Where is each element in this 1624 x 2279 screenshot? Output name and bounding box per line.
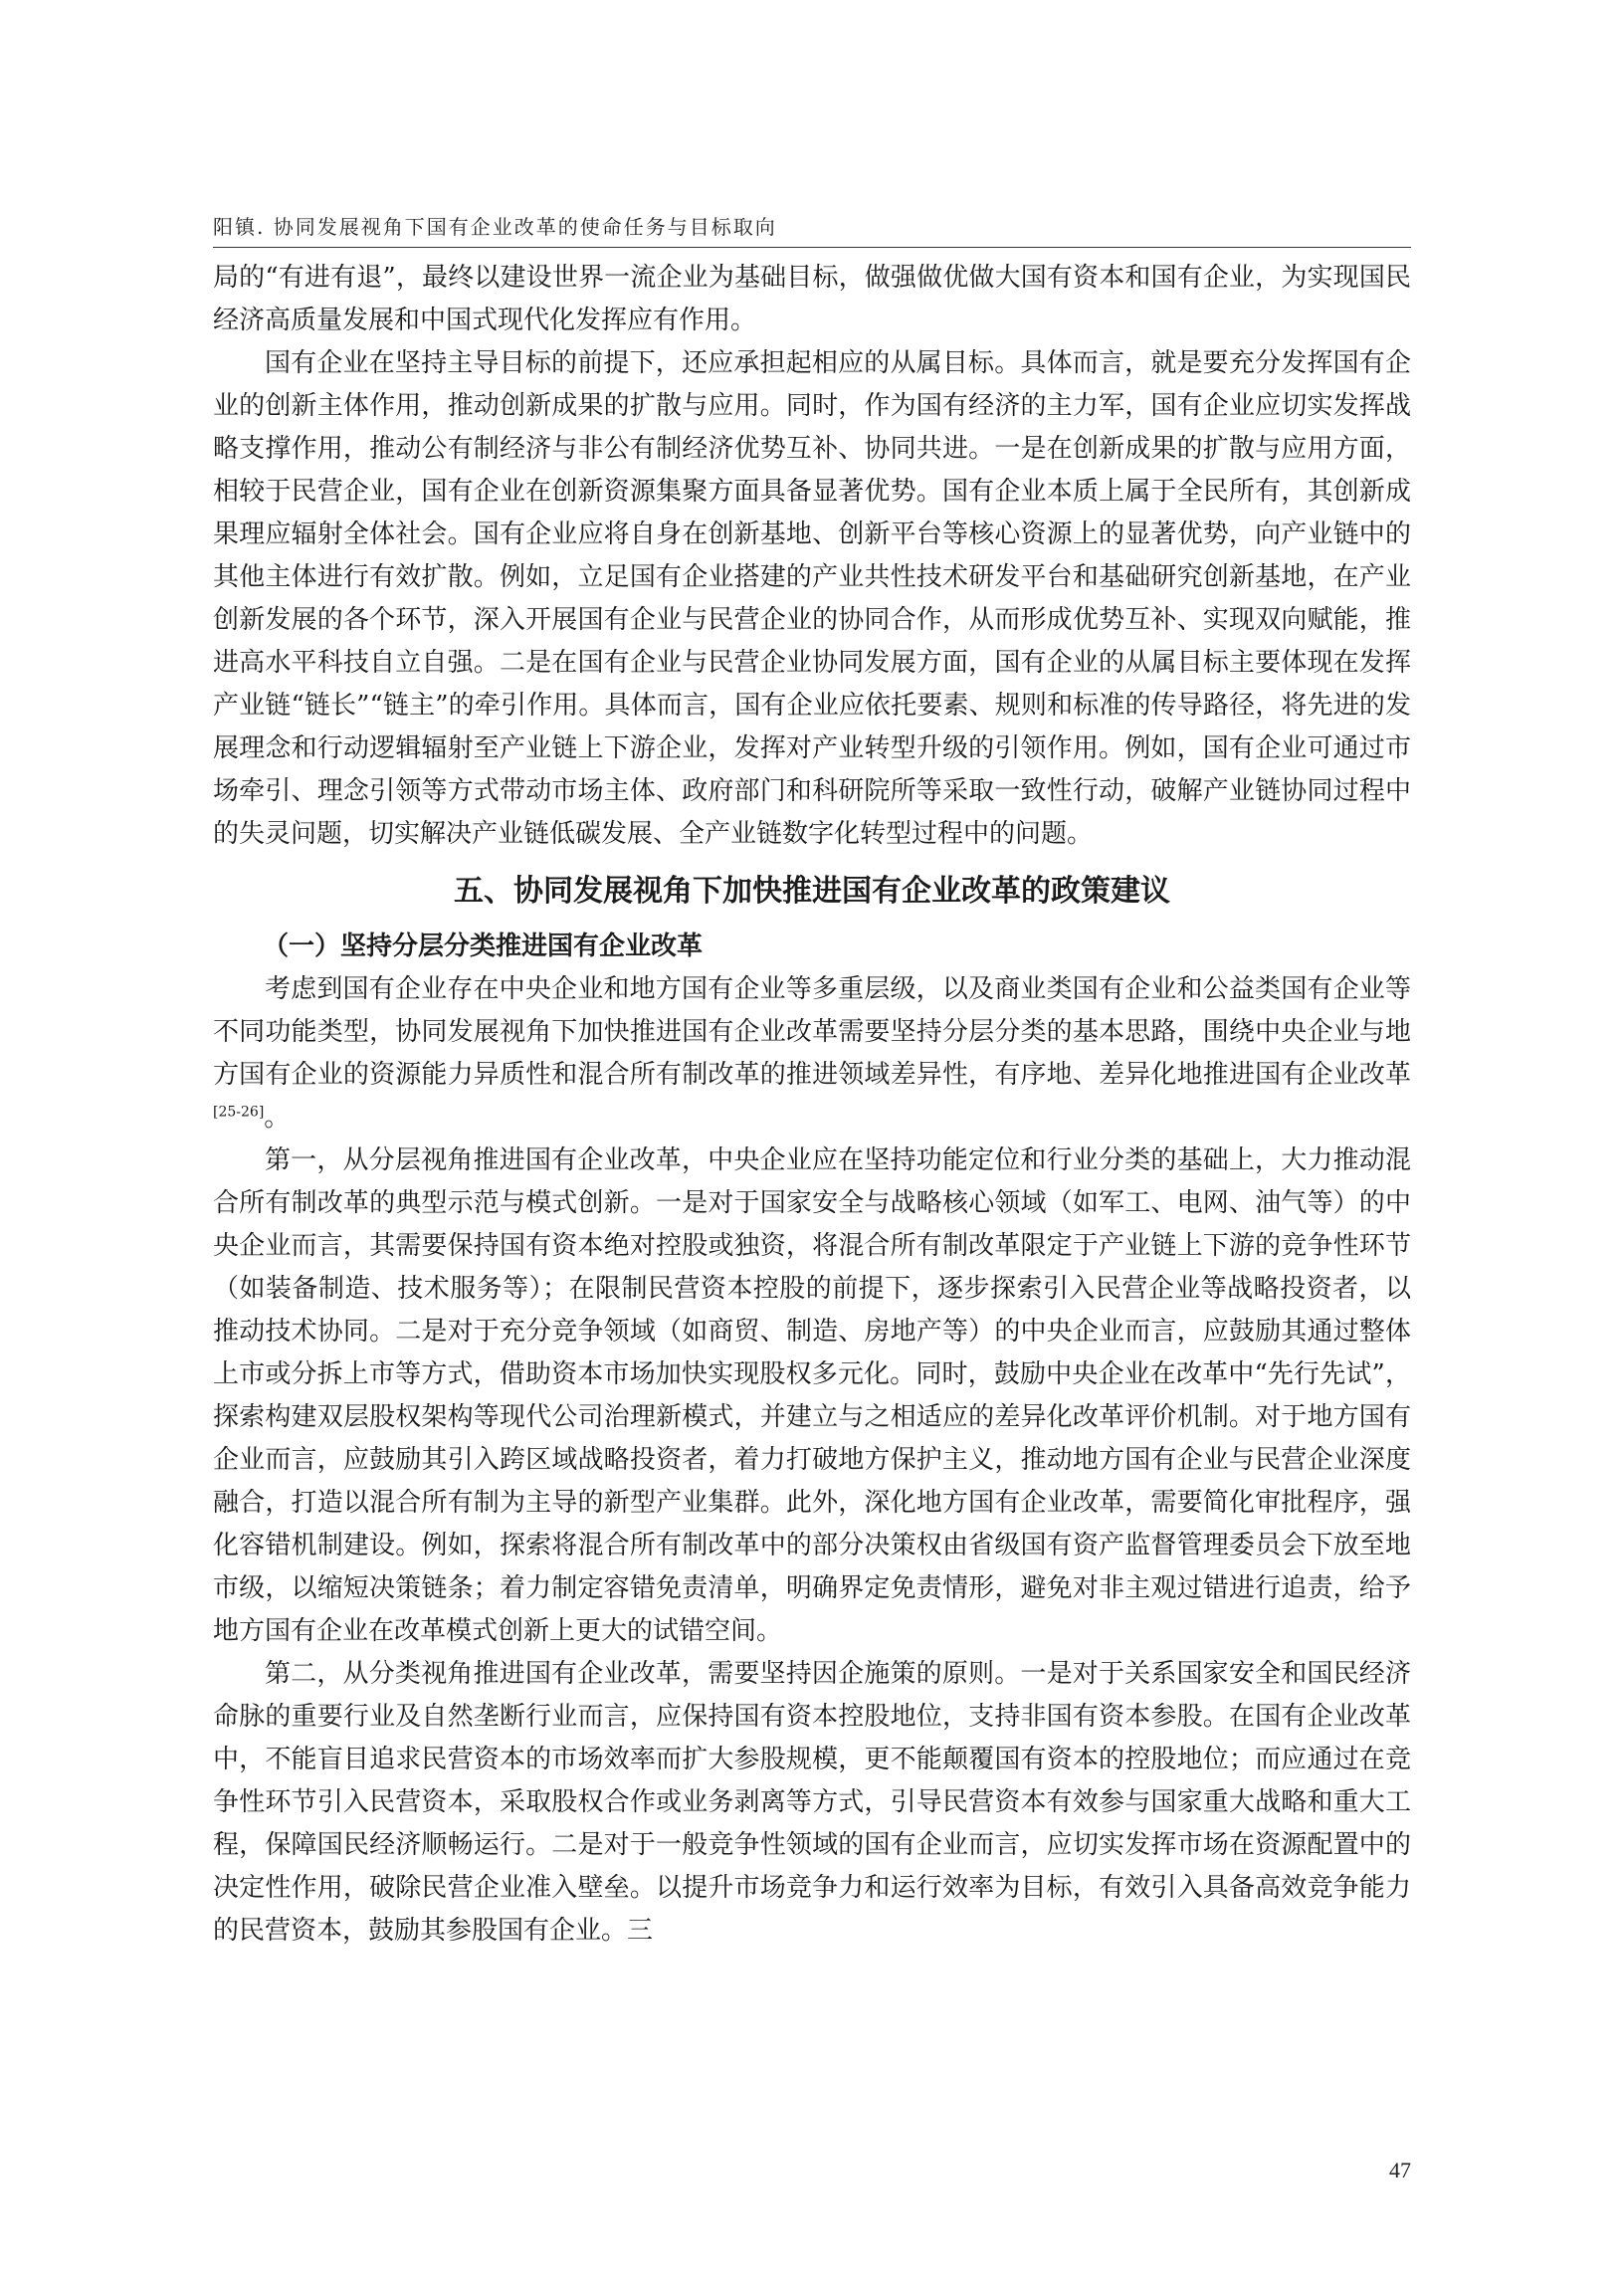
running-header: 阳镇. 协同发展视角下国有企业改革的使命任务与目标取向 [213,215,777,239]
page-number: 47 [1389,2158,1411,2182]
paragraph-intro [213,968,1411,1140]
paragraph-continued: 局的“有进有退”，最终以建设世界一流企业为基础目标，做强做优做大国有资本和国有企业，为实现国民经济高质量发展和中国式现代化发挥应有作用。 [213,263,1411,335]
section-heading: 五、协同发展视角下加快推进国有企业改革的政策建议 [454,874,1170,909]
paragraph-intro-end: 。 [264,1103,291,1133]
subsection-heading: （一）坚持分层分类推进国有企业改革 [263,932,704,961]
citation-marker: [25-26] [213,1104,265,1121]
paragraph-intro-text: 考虑到国有企业存在中央企业和地方国有企业等多重层级，以及商业类国有企业和公益类国有企业等不同功能类型，协同发展视角下加快推进国有企业改革需要坚持分层分类的基本思路，围绕中央企业与地方国有企业的资源能力异质性和混合所有制改革的推进领域差异性，有序地、差异化地推进国有企业改革 [213,974,1411,1090]
header-rule [213,247,1411,248]
article-body [213,257,1411,1953]
paragraph-classified-reform: 第二，从分类视角推进国有企业改革，需要坚持因企施策的原则。一是对于关系国家安全和国民经济命脉的重要行业及自然垄断行业而言，应保持国有资本控股地位，支持非国有资本参股。在国有企业改革中，不能盲目追求民营资本的市场效率而扩大参股规模，更不能颠覆国有资本的控股地位；而应通过在竞争性环节引入民营资本，采取股权合作或业务剥离等方式，引导民营资本有效参与国家重大战略和重大工程，保障国民经济顺畅运行。二是对于一般竞争性领域的国有企业而言，应切实发挥市场在资源配置中的决定性作用，破除民营企业准入壁垒。以提升市场竞争力和运行效率为目标，有效引入具备高效竞争能力的民营资本，鼓励其参股国有企业。三 [213,1659,1411,1946]
paragraph-layered-reform: 第一，从分层视角推进国有企业改革，中央企业应在坚持功能定位和行业分类的基础上，大力推动混合所有制改革的典型示范与模式创新。一是对于国家安全与战略核心领域（如军工、电网、油气等）的中央企业而言，其需要保持国有资本绝对控股或独资，将混合所有制改革限定于产业链上下游的竞争性环节（如装备制造、技术服务等）；在限制民营资本控股的前提下，逐步探索引入民营企业等战略投资者，以推动技术协同。二是对于充分竞争领域（如商贸、制造、房地产等）的中央企业而言，应鼓励其通过整体上市或分拆上市等方式，借助资本市场加快实现股权多元化。同时，鼓励中央企业在改革中“先行先试”，探索构建双层股权架构等现代公司治理新模式，并建立与之相适应的差异化改革评价机制。对于地方国有企业而言，应鼓励其引入跨区域战略投资者，着力打破地方保护主义，推动地方国有企业与民营企业深度融合，打造以混合所有制为主导的新型产业集群。此外，深化地方国有企业改革，需要简化审批程序，强化容错机制建设。例如，探索将混合所有制改革中的部分决策权由省级国有资产监督管理委员会下放至地市级，以缩短决策链条；着力制定容错免责清单，明确界定免责情形，避免对非主观过错进行追责，给予地方国有企业在改革模式创新上更大的试错空间。 [213,1145,1411,1646]
paragraph-subordinate-goals: 国有企业在坚持主导目标的前提下，还应承担起相应的从属目标。具体而言，就是要充分发挥国有企业的创新主体作用，推动创新成果的扩散与应用。同时，作为国有经济的主力军，国有企业应切实发挥战略支撑作用，推动公有制经济与非公有制经济优势互补、协同共进。一是在创新成果的扩散与应用方面，相较于民营企业，国有企业在创新资源集聚方面具备显著优势。国有企业本质上属于全民所有，其创新成果理应辐射全体社会。国有企业应将自身在创新基地、创新平台等核心资源上的显著优势，向产业链中的其他主体进行有效扩散。例如，立足国有企业搭建的产业共性技术研发平台和基础研究创新基地，在产业创新发展的各个环节，深入开展国有企业与民营企业的协同合作，从而形成优势互补、实现双向赋能，推进高水平科技自立自强。二是在国有企业与民营企业协同发展方面，国有企业的从属目标主要体现在发挥产业链“链长”“链主”的牵引作用。具体而言，国有企业应依托要素、规则和标准的传导路径，将先进的发展理念和行动逻辑辐射至产业链上下游企业，发挥对产业转型升级的引领作用。例如，国有企业可通过市场牵引、理念引领等方式带动市场主体、政府部门和科研院所等采取一致性行动，破解产业链协同过程中的失灵问题，切实解决产业链低碳发展、全产业链数字化转型过程中的问题。 [213,348,1411,849]
